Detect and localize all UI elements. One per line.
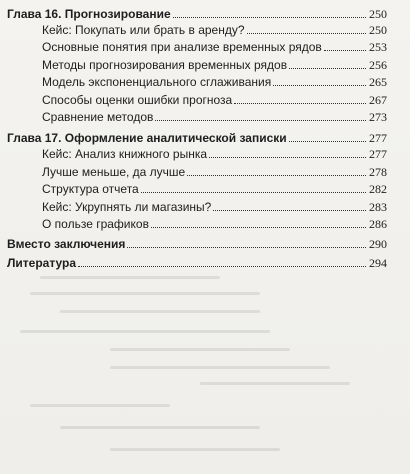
toc-page-number: 250 [369,23,387,37]
toc-section [7,76,387,93]
toc-section [7,201,387,218]
dot-leader [213,210,366,211]
toc-entry-title: Литература [7,256,77,271]
toc-chapter [7,238,387,254]
toc-page-number: 256 [369,57,387,72]
show-through-text [0,270,410,474]
toc-entry-title: Кейс: Анализ книжного рынка [42,147,208,162]
toc-section [7,41,387,58]
dot-leader [273,85,366,86]
dot-leader [151,227,366,228]
toc-entry-title: Основные понятия при анализе временных рядов [42,40,322,55]
table-of-contents [7,8,387,273]
toc-page-number: 265 [369,75,387,90]
toc-page-number: 278 [369,164,387,179]
toc-entry-title: Сравнение методов [42,109,154,124]
toc-page-number: 290 [369,237,387,252]
toc-entry-title: Методы прогнозирования временных рядов [42,57,288,72]
toc-section [7,24,387,41]
toc-page-number: 286 [369,216,387,231]
toc-entry-title: Структура отчета [42,182,139,197]
toc-page-number: 267 [369,92,387,107]
dot-leader [155,120,366,121]
toc-page-number: 250 [369,7,387,21]
toc-section [7,218,387,235]
toc-page-number: 253 [369,40,387,55]
toc-section [7,183,387,200]
toc-chapter [7,8,387,24]
toc-section [7,94,387,111]
toc-entry-title: Вместо заключения [7,237,126,252]
dot-leader [324,50,366,51]
toc-page-number: 283 [369,199,387,214]
toc-entry-title: О пользе графиков [42,216,149,231]
toc-entry-title: Глава 16. Прогнозирование [7,7,171,21]
dot-leader [289,68,366,69]
toc-section [7,111,387,128]
dot-leader [289,141,366,142]
toc-entry-title: Лучше меньше, да лучше [42,164,186,179]
dot-leader [127,247,366,248]
toc-entry-title: Кейс: Укрупнять ли магазины? [42,199,212,214]
toc-section [7,148,387,165]
toc-page-number: 277 [369,147,387,162]
dot-leader [247,33,366,34]
toc-page-number: 294 [369,256,387,271]
toc-chapter [7,132,387,148]
dot-leader [234,103,366,104]
toc-entry-title: Модель экспоненциального сглаживания [42,75,272,90]
dot-leader [209,157,366,158]
toc-section [7,166,387,183]
dot-leader [141,192,366,193]
dot-leader [187,175,366,176]
toc-entry-title: Глава 17. Оформление аналитической записки [7,131,287,146]
toc-chapter [7,257,387,273]
toc-page-number: 277 [369,131,387,146]
toc-page-number: 273 [369,109,387,124]
dot-leader [173,17,366,18]
toc-page-number: 282 [369,182,387,197]
toc-entry-title: Способы оценки ошибки прогноза [42,92,233,107]
dot-leader [78,266,366,267]
toc-section [7,59,387,76]
toc-entry-title: Кейс: Покупать или брать в аренду? [42,23,245,37]
